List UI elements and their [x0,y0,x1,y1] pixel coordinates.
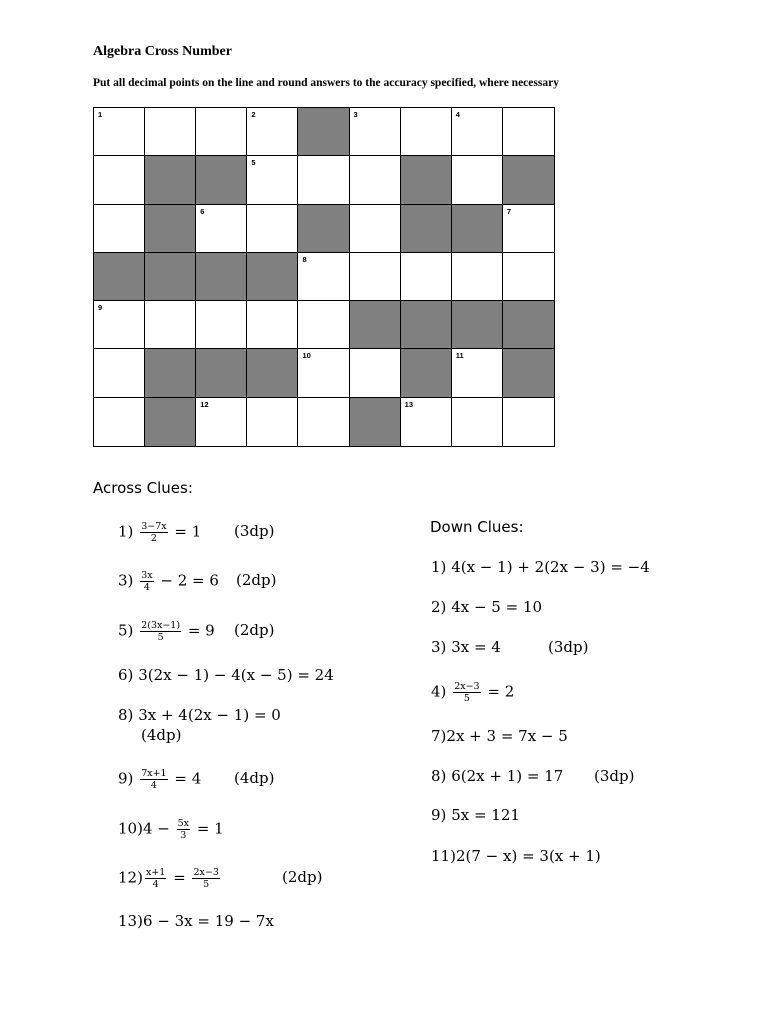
across-clue-12-accuracy: (2dp) [282,868,323,886]
grid-cell-blocked [401,349,452,397]
grid-cell[interactable] [401,253,452,301]
cell-number: 8 [302,254,307,264]
grid-cell[interactable] [247,398,298,446]
grid-cell[interactable] [247,205,298,253]
down-clue-7: 7)2x + 3 = 7x − 5 [431,727,568,745]
grid-cell[interactable] [350,349,401,397]
grid-cell[interactable] [452,253,503,301]
instructions: Put all decimal points on the line and round answers to the accuracy specified, where necessary [93,77,559,89]
across-clue-8-accuracy: (4dp) [141,726,182,744]
grid-cell-blocked [247,349,298,397]
cell-number: 6 [200,206,205,216]
grid-cell[interactable] [94,349,145,397]
grid-cell-blocked [196,253,247,301]
grid-cell[interactable] [401,108,452,156]
grid-cell-blocked [503,156,554,204]
across-clue-5-accuracy: (2dp) [234,621,275,639]
grid-cell[interactable] [452,108,503,156]
grid-cell[interactable] [350,205,401,253]
grid-cell[interactable] [94,301,145,349]
grid-cell[interactable] [503,108,554,156]
grid-cell-blocked [350,301,401,349]
down-clue-4: 4) $\frac{2x-3}{5}$ = 2 [431,681,515,704]
across-clue-6: 6) 3(2x − 1) − 4(x − 5) = 24 [118,666,334,684]
grid-cell[interactable] [196,398,247,446]
across-clue-3-accuracy: (2dp) [236,571,277,589]
grid-cell[interactable] [350,156,401,204]
grid-cell-blocked [401,301,452,349]
grid-cell-blocked [145,156,196,204]
down-clue-3: 3) 3x = 4 [431,638,501,656]
down-clue-3-accuracy: (3dp) [548,638,589,656]
down-clue-8-accuracy: (3dp) [594,767,635,785]
cell-number: 3 [353,110,358,119]
grid-cell-blocked [401,205,452,253]
worksheet-title: Algebra Cross Number [93,44,232,59]
grid-cell-blocked [401,156,452,204]
across-clue-8: 8) 3x + 4(2x − 1) = 0 [118,706,281,724]
across-clue-9: 9) $\frac{7x+1}{4}$ = 4 [118,768,202,791]
grid-cell-blocked [196,156,247,204]
grid-cell[interactable] [298,156,349,204]
grid-cell[interactable] [145,108,196,156]
grid-cell[interactable] [196,301,247,349]
grid-cell[interactable] [196,108,247,156]
grid-cell[interactable] [94,108,145,156]
grid-cell[interactable] [247,108,298,156]
grid-cell[interactable] [298,349,349,397]
down-heading: Down Clues: [430,518,524,536]
grid-cell-blocked [452,205,503,253]
across-clue-1-accuracy: (3dp) [234,522,275,540]
grid-cell[interactable] [94,398,145,446]
cell-number: 10 [302,351,311,361]
grid-cell[interactable] [452,156,503,204]
grid-cell[interactable] [350,253,401,301]
cell-number: 2 [251,110,256,119]
cell-number: 9 [98,303,103,313]
crossnumber-grid [93,107,555,447]
cell-number: 13 [404,399,413,409]
grid-cell-blocked [145,253,196,301]
grid-cell-blocked [247,253,298,301]
grid-cell[interactable] [503,253,554,301]
grid-cell[interactable] [145,301,196,349]
grid-cell[interactable] [94,205,145,253]
cell-number: 12 [200,399,209,409]
grid-cell[interactable] [196,205,247,253]
grid-cell-blocked [94,253,145,301]
across-clue-13: 13)6 − 3x = 19 − 7x [118,912,274,930]
grid-cell[interactable] [247,301,298,349]
grid-cell[interactable] [247,156,298,204]
grid-cell-blocked [298,108,349,156]
down-clue-11: 11)2(7 − x) = 3(x + 1) [431,847,601,865]
grid-cell-blocked [145,349,196,397]
cell-number: 7 [506,206,512,216]
across-heading: Across Clues: [93,479,193,497]
grid-cell-blocked [196,349,247,397]
grid-cell-blocked [503,349,554,397]
grid-cell-blocked [145,398,196,446]
fraction: $\frac{3-7x}{2}$ [141,521,167,544]
grid-cell-blocked [503,301,554,349]
down-clue-8: 8) 6(2x + 1) = 17 [431,767,564,785]
across-clue-9-accuracy: (4dp) [234,769,275,787]
across-clue-12: 12) $\frac{x+1}{4}$ = $\frac{2x-3}{5}$ [118,867,219,890]
cell-number: 1 [98,110,103,119]
grid-cell[interactable] [503,398,554,446]
down-clue-9: 9) 5x = 121 [431,806,520,824]
grid-cell[interactable] [452,398,503,446]
grid-cell-blocked [452,301,503,349]
grid-cell-blocked [298,205,349,253]
grid-cell[interactable] [298,398,349,446]
cell-number: 5 [251,158,256,168]
down-clue-2: 2) 4x − 5 = 10 [431,598,543,616]
across-clue-10: 10)4 − $\frac{5x}{3}$ = 1 [118,818,224,841]
grid-cell[interactable] [350,108,401,156]
grid-cell[interactable] [452,349,503,397]
down-clue-1: 1) 4(x − 1) + 2(2x − 3) = −4 [431,558,650,576]
across-clue-5: 5) $\frac{2(3x-1)}{5}$ = 9 [118,620,215,643]
cell-number: 4 [455,110,460,119]
across-clue-3: 3) $\frac{3x}{4}$ − 2 = 6 [118,570,219,593]
across-clue-1: 1) $\frac{3-7x}{2}$ = 1 [118,521,202,544]
cell-number: 11 [455,351,464,361]
grid-cell[interactable] [298,253,349,301]
grid-cell-blocked [145,205,196,253]
grid-cell[interactable] [298,301,349,349]
grid-cell-blocked [350,398,401,446]
grid-cell[interactable] [94,156,145,204]
grid-cell[interactable] [401,398,452,446]
grid-cell[interactable] [503,205,554,253]
